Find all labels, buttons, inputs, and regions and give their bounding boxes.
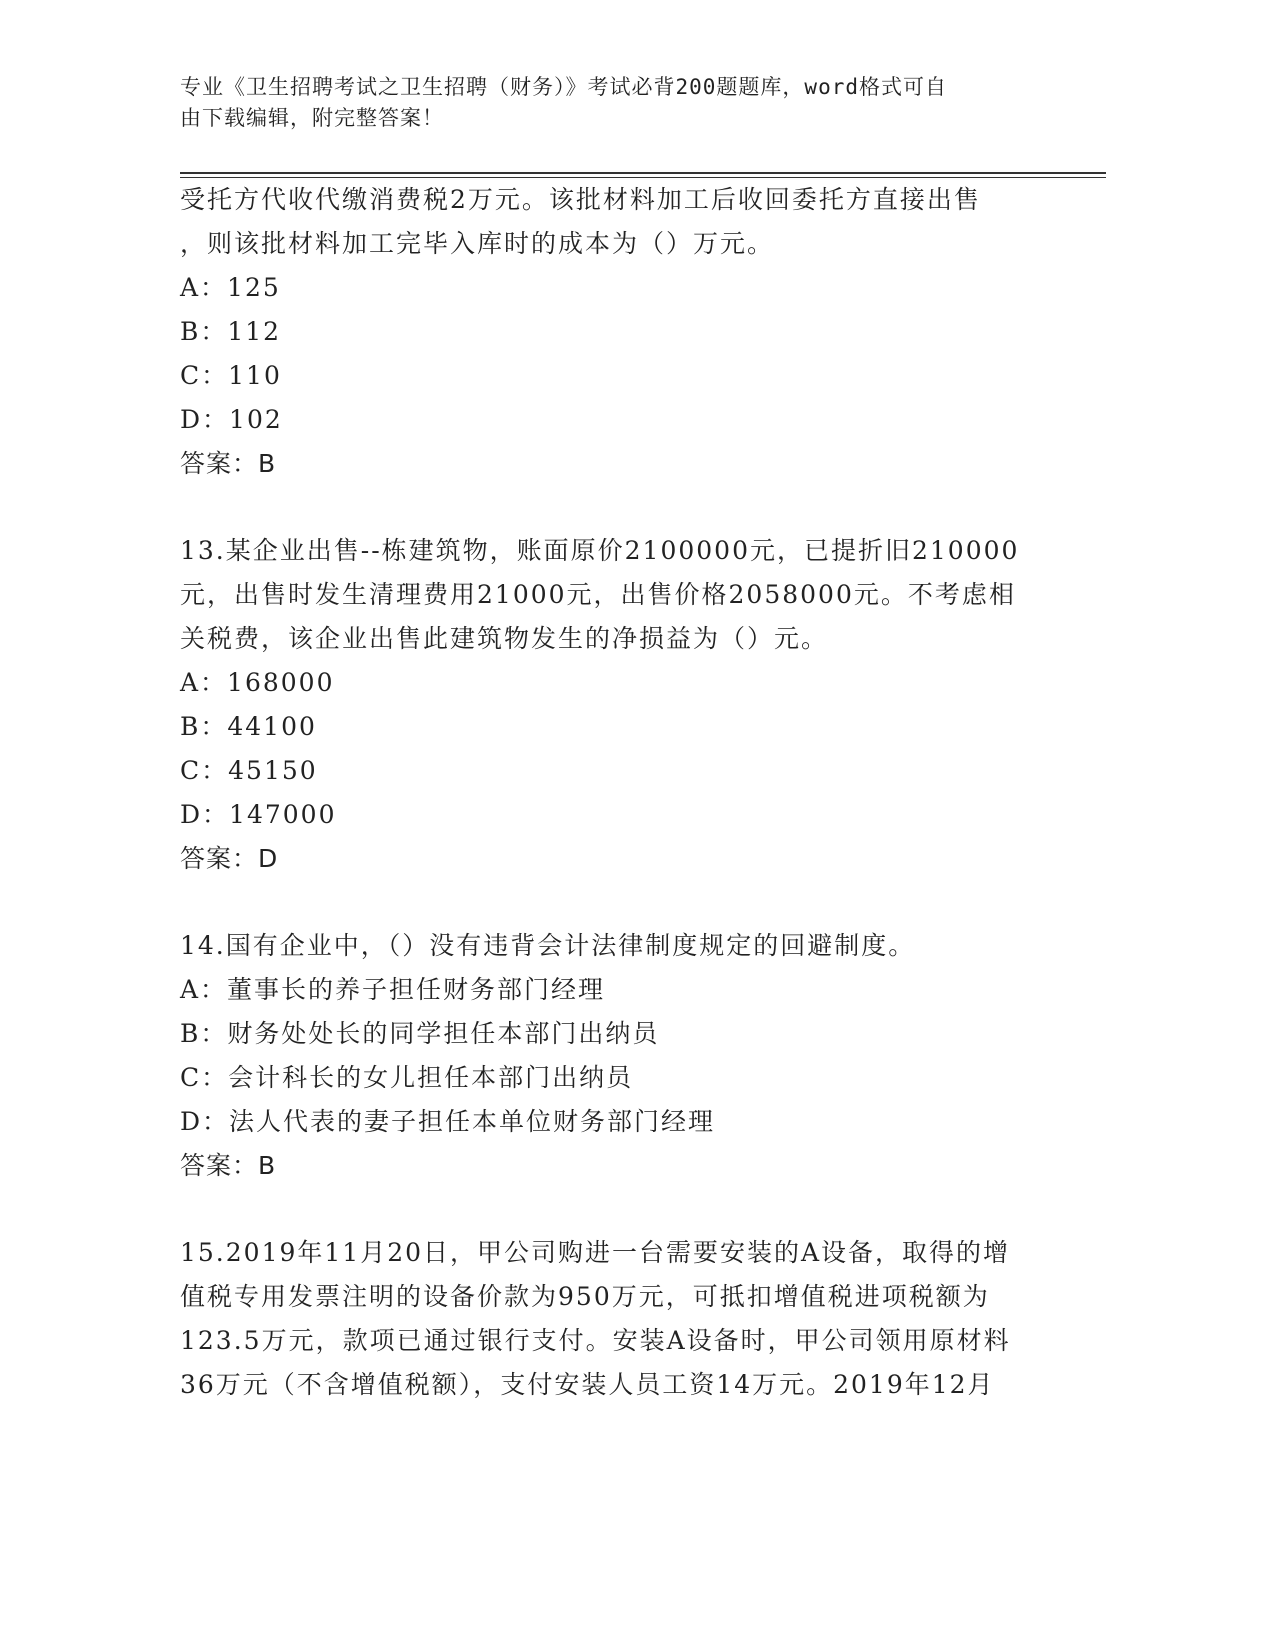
question-text-line: ，则该批材料加工完毕入库时的成本为（）万元。 (180, 229, 775, 258)
option-c: C：110 (180, 361, 282, 390)
question-text-line: 15.2019年11月20日，甲公司购进一台需要安装的A设备，取得的增 (180, 1238, 1011, 1267)
header-line: 由下载编辑，附完整答案！ (180, 106, 444, 130)
answer-line: 答案：D (180, 844, 279, 873)
question-text-line: 受托方代收代缴消费税2万元。该批材料加工后收回委托方直接出售 (180, 185, 981, 214)
answer-line: 答案：B (180, 449, 277, 478)
question-spacer (180, 1188, 1100, 1231)
option-c: C：会计科长的女儿担任本部门出纳员 (180, 1063, 634, 1092)
question-spacer (180, 486, 1100, 529)
option-a: A：董事长的养子担任财务部门经理 (180, 975, 606, 1004)
option-a: A：125 (180, 273, 281, 302)
header-line: 专业《卫生招聘考试之卫生招聘（财务）》考试必背200题题库，word格式可自 (180, 75, 947, 99)
question-spacer (180, 881, 1100, 924)
option-b: B：112 (180, 317, 282, 346)
option-a: A：168000 (180, 668, 335, 697)
option-d: D：147000 (180, 800, 337, 829)
question-continuation (180, 178, 1100, 486)
option-d: D：102 (180, 405, 283, 434)
question-text-line: 14.国有企业中，（）没有违背会计法律制度规定的回避制度。 (180, 931, 916, 960)
question-text-line: 13.某企业出售--栋建筑物，账面原价2100000元，已提折旧210000 (180, 536, 1020, 565)
document-body (180, 178, 1100, 1407)
document-header (180, 72, 1040, 134)
question-15 (180, 1231, 1100, 1407)
question-text-line: 值税专用发票注明的设备价款为950万元，可抵扣增值税进项税额为 (180, 1282, 990, 1311)
option-b: B：财务处处长的同学担任本部门出纳员 (180, 1019, 660, 1048)
option-b: B：44100 (180, 712, 317, 741)
question-14 (180, 924, 1100, 1188)
answer-line: 答案：B (180, 1151, 277, 1180)
question-text-line: 关税费，该企业出售此建筑物发生的净损益为（）元。 (180, 624, 829, 653)
question-13 (180, 529, 1100, 881)
option-c: C：45150 (180, 756, 318, 785)
question-text-line: 123.5万元，款项已通过银行支付。安装A设备时，甲公司领用原材料 (180, 1326, 1011, 1355)
question-text-line: 元，出售时发生清理费用21000元，出售价格2058000元。不考虑相 (180, 580, 1016, 609)
question-text-line: 36万元（不含增值税额），支付安装人员工资14万元。2019年12月 (180, 1370, 995, 1399)
option-d: D：法人代表的妻子担任本单位财务部门经理 (180, 1107, 716, 1136)
header-rule-thick (180, 172, 1106, 174)
